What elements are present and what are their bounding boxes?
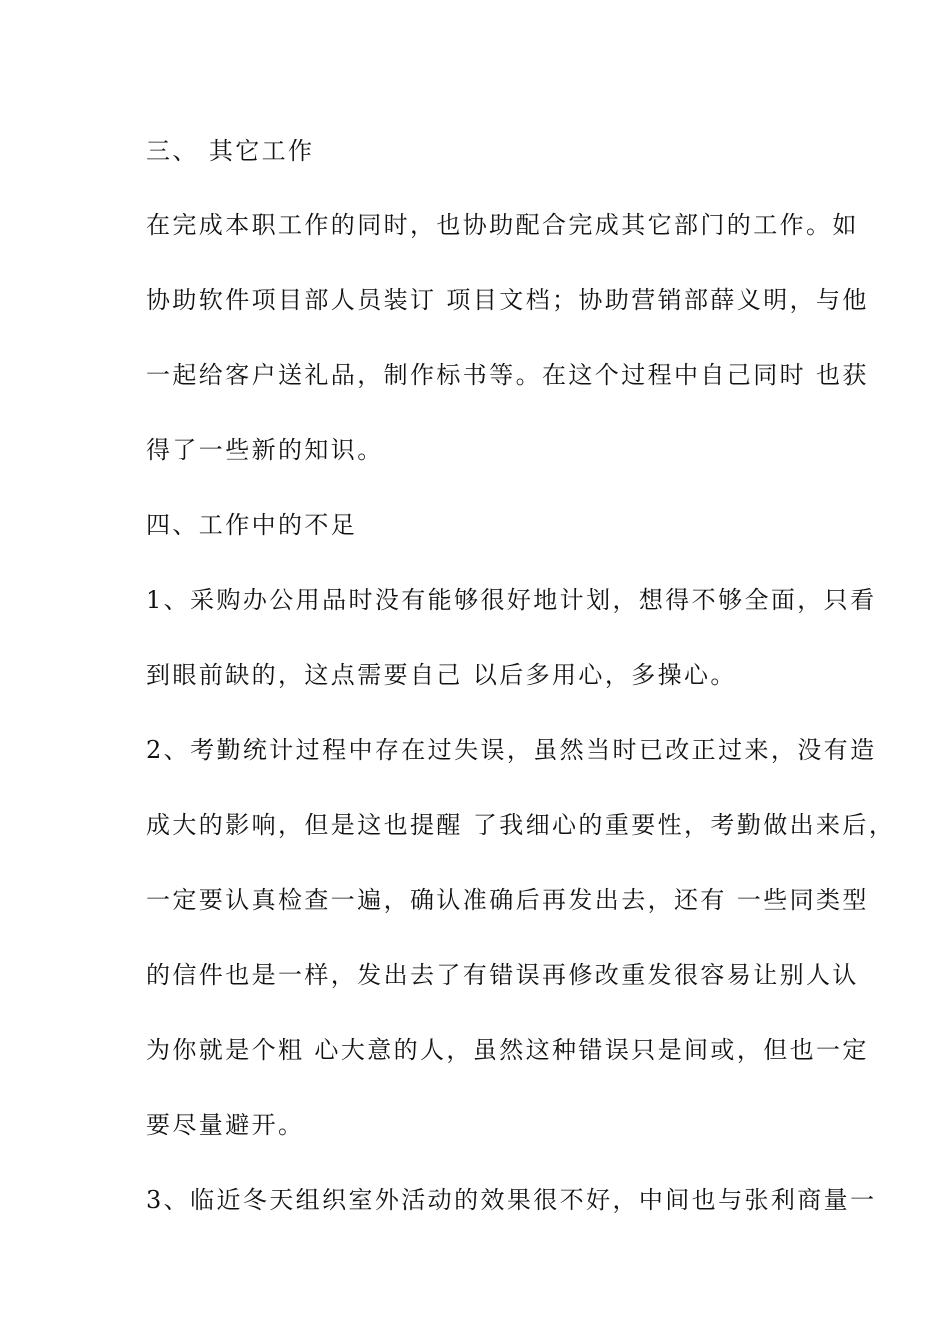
- paragraph-line: 2、考勤统计过程中存在过失误，虽然当时已改正过来，没有造: [146, 736, 877, 764]
- paragraph-line: 得了一些新的知识。: [146, 436, 384, 464]
- paragraph-line: 1、采购办公用品时没有能够很好地计划，想得不够全面，只看: [146, 586, 877, 614]
- paragraph-line: 到眼前缺的，这点需要自己 以后多用心，多操心。: [146, 661, 737, 689]
- paragraph-line: 的信件也是一样，发出去了有错误再修改重发很容易让别人认: [146, 961, 859, 989]
- paragraph-line: 协助软件项目部人员装订 项目文档；协助营销部薛义明，与他: [146, 286, 869, 314]
- paragraph-line: 要尽量避开。: [146, 1111, 305, 1139]
- section-heading-shortcomings: 四、工作中的不足: [146, 511, 358, 539]
- paragraph-line: 成大的影响，但是这也提醒 了我细心的重要性，考勤做出来后，: [146, 811, 896, 839]
- paragraph-line: 3、临近冬天组织室外活动的效果很不好，中间也与张利商量一: [146, 1186, 877, 1214]
- section-heading-other-work: 三、 其它工作: [146, 137, 315, 165]
- paragraph-line: 为你就是个粗 心大意的人，虽然这种错误只是间或，但也一定: [146, 1036, 869, 1064]
- paragraph-line: 在完成本职工作的同时，也协助配合完成其它部门的工作。如: [146, 211, 859, 239]
- paragraph-line: 一定要认真检查一遍，确认准确后再发出去，还有 一些同类型: [146, 886, 869, 914]
- paragraph-line: 一起给客户送礼品，制作标书等。在这个过程中自己同时 也获: [146, 361, 869, 389]
